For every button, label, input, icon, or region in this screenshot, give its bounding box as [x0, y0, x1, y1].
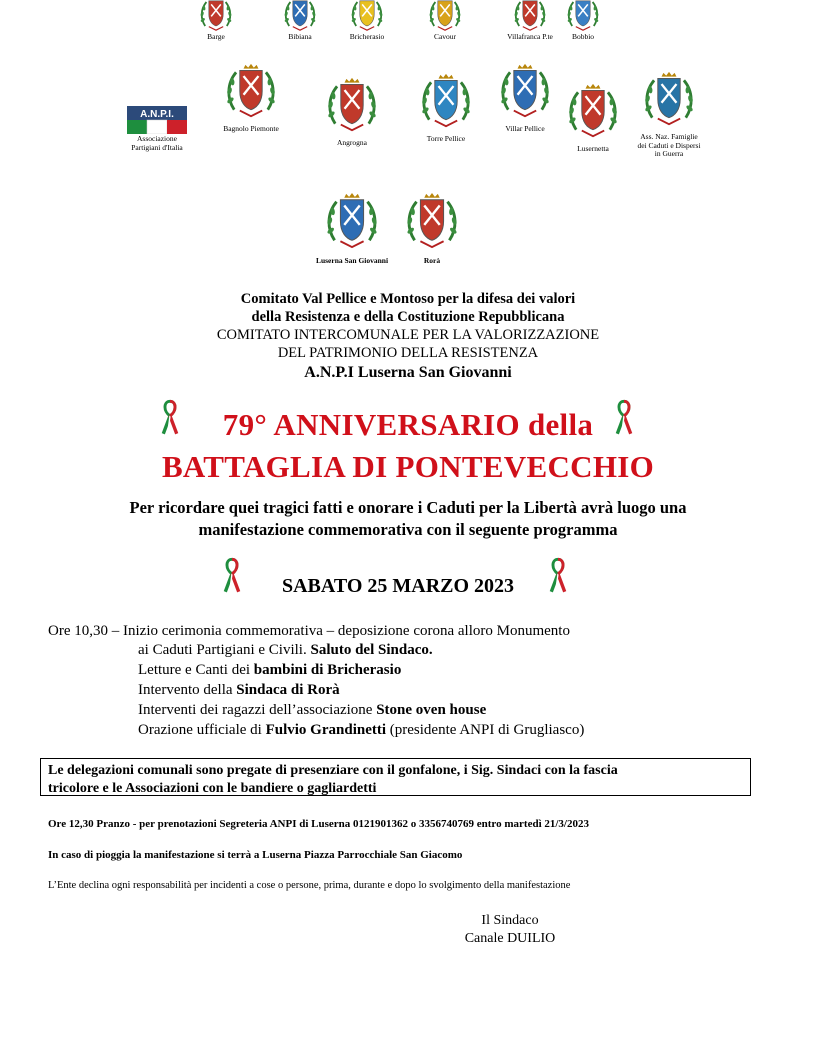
- crest-label: Ass. Naz. Famiglie dei Caduti e Dispersi in Guerra: [637, 132, 701, 158]
- crest-icon: [324, 72, 380, 138]
- intro-line-2: manifestazione commemorativa con il seguente programma: [198, 520, 618, 539]
- title-line-1: 79° ANNIVERSARIO della: [222, 407, 594, 442]
- program-line-1: Ore 10,30 – Inizio cerimonia commemorativa – deposizione corona alloro Monumento: [48, 623, 570, 639]
- crest-label: Bricherasio: [349, 32, 385, 41]
- anpi-flag-icon: [127, 106, 187, 134]
- lunch-info: Ore 12,30 Pranzo - per prenotazioni Segreteria ANPI di Luserna 0121901362 o 3356740769 entro martedì 21/3/2023: [48, 818, 589, 830]
- disclaimer: L’Ente declina ogni responsabilità per incidenti a cose o persone, prima, durante e dopo lo svolgimento della manifestazione: [48, 880, 571, 891]
- crest-label: Torre Pellice: [426, 134, 466, 143]
- crest-crests_row2-1: [316, 72, 388, 148]
- crest-label: Lusernetta: [577, 144, 609, 153]
- event-date: SABATO 25 MARZO 2023: [281, 575, 515, 597]
- crest-icon: [563, 0, 603, 32]
- crest-crests_row2-3: [490, 58, 560, 134]
- crest-label: Bobbio: [571, 32, 595, 41]
- header-line-3: COMITATO INTERCOMUNALE PER LA VALORIZZAZIONE: [216, 327, 600, 343]
- crest-label: Luserna San Giovanni: [315, 256, 389, 265]
- crest-crests_row2-2: [404, 68, 488, 144]
- program-line-6: Orazione ufficiale di Fulvio Grandinetti (presidente ANPI di Grugliasco): [138, 722, 585, 738]
- crest-crests_row1-2: [327, 0, 407, 42]
- crest-label: Villar Pellice: [505, 124, 545, 133]
- svg-text:A.N.P.I.: A.N.P.I.: [140, 109, 174, 120]
- crest-icon: [510, 0, 550, 32]
- crest-crests_row1-0: [176, 0, 256, 42]
- crest-icon: [497, 58, 553, 124]
- crest-label: Barge: [207, 32, 225, 41]
- program-line-2: ai Caduti Partigiani e Civili. Saluto del Sindaco.: [138, 642, 433, 658]
- signature-name: Canale DUILIO: [464, 931, 556, 946]
- header-line-4: DEL PATRIMONIO DELLA RESISTENZA: [277, 345, 539, 361]
- crest-icon: [403, 186, 461, 256]
- notice-line-1: Le delegazioni comunali sono pregate di presenziare con il gonfalone, i Sig. Sindaci con la fascia: [48, 763, 618, 778]
- crest-icon: [425, 0, 465, 32]
- notice-line-2: tricolore e le Associazioni con le bandiere o gagliardetti: [48, 781, 377, 796]
- crest-icon: [280, 0, 320, 32]
- anpi-label: Associazione Partigiani d'Italia: [131, 134, 183, 152]
- crest-crests_row2-0: [212, 58, 290, 134]
- rain-info: In caso di pioggia la manifestazione si terrà a Luserna Piazza Parrocchiale San Giacomo: [48, 849, 463, 861]
- crest-crests_row1-5: [548, 0, 618, 42]
- crest-crests_row3-0: [296, 186, 408, 266]
- crest-icon: [196, 0, 236, 32]
- crest-label: Rorà: [423, 256, 441, 265]
- crest-icon: [223, 58, 279, 124]
- crest-icon: [347, 0, 387, 32]
- crest-label: Bibiana: [288, 32, 312, 41]
- title-line-2: BATTAGLIA DI PONTEVECCHIO: [161, 449, 655, 484]
- signature-role: Il Sindaco: [481, 913, 539, 928]
- crest-label: Bagnolo Piemonte: [223, 124, 279, 133]
- crest-label: Angrogna: [337, 138, 367, 147]
- program-line-3: Letture e Canti dei bambini di Bricherasio: [138, 662, 402, 678]
- crest-icon: [323, 186, 381, 256]
- program-line-5: Interventi dei ragazzi dell’associazione Stone oven house: [138, 702, 487, 718]
- header-line-2: della Resistenza e della Costituzione Repubblicana: [251, 309, 565, 325]
- crest-icon: [418, 68, 474, 134]
- crest-icon: [641, 66, 697, 132]
- crest-icon: [565, 78, 621, 144]
- intro-line-1: Per ricordare quei tragici fatti e onorare i Caduti per la Libertà avrà luogo una: [129, 498, 687, 517]
- program-line-4: Intervento della Sindaca di Rorà: [138, 682, 340, 698]
- crest-crests_row2-5: [628, 66, 710, 159]
- crest-crests_row2-4: [560, 78, 626, 154]
- notice-box: [40, 758, 751, 796]
- anpi-logo: [118, 106, 196, 152]
- crest-crests_row3-1: [404, 186, 460, 266]
- header-line-5: A.N.P.I Luserna San Giovanni: [304, 364, 512, 381]
- header-line-1: Comitato Val Pellice e Montoso per la difesa dei valori: [240, 291, 576, 307]
- crest-label: Villafranca P.te: [507, 32, 553, 41]
- crest-crests_row1-3: [405, 0, 485, 42]
- crest-label: Cavour: [433, 32, 457, 41]
